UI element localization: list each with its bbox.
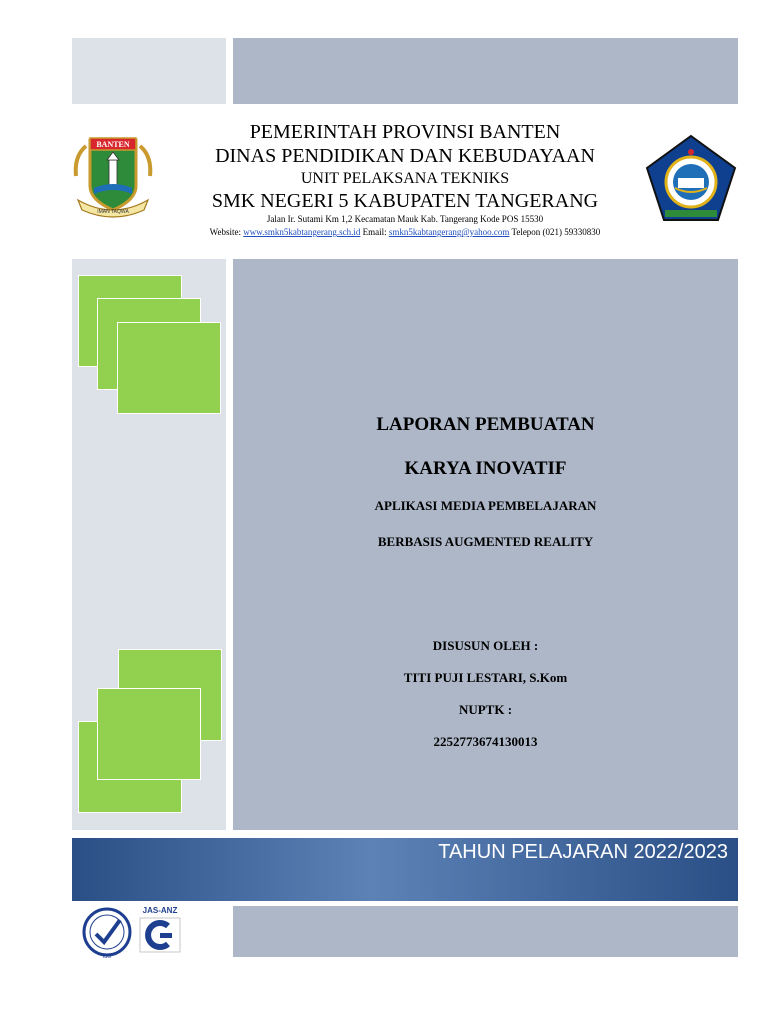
author-block: [233, 637, 738, 751]
title-block: [233, 411, 738, 551]
jas-anz-label: JAS-ANZ: [142, 906, 178, 915]
tangerang-logo: [645, 134, 737, 222]
nuptk-value: 2252773674130013: [433, 734, 538, 749]
letterhead: [160, 120, 650, 238]
bottom-right-panel: [233, 906, 738, 957]
phone: Telepon (021) 59330830: [511, 227, 601, 237]
title-line-2: KARYA INOVATIF: [404, 458, 567, 479]
banten-logo: [72, 134, 154, 220]
top-right-panel: [233, 38, 738, 104]
green-square: [97, 688, 201, 780]
green-square: [117, 322, 221, 414]
author-label: DISUSUN OLEH :: [432, 638, 539, 653]
nuptk-label: NUPTK :: [458, 702, 513, 717]
kan-certification-logo: [80, 906, 134, 960]
academic-year-band: [72, 838, 738, 901]
title-line-1: LAPORAN PEMBUATAN: [376, 414, 595, 435]
kan-label: ISO: [102, 954, 112, 960]
academic-year-text: TAHUN PELAJARAN 2022/2023: [438, 841, 728, 863]
address: Jalan Ir. Sutami Km 1,2 Kecamatan Mauk Kab. Tangerang Kode POS 15530: [266, 214, 544, 224]
banten-logo-bottom-text: IMAN TAQWA: [97, 209, 129, 215]
email-label: Email:: [362, 227, 387, 237]
email-link[interactable]: smkn5kabtangerang@yahoo.com: [388, 227, 510, 237]
subtitle-line-1: APLIKASI MEDIA PEMBELAJARAN: [374, 498, 597, 513]
banten-logo-top-text: BANTEN: [96, 140, 130, 149]
letterhead-line-2: DINAS PENDIDIKAN DAN KEBUDAYAAN: [215, 145, 595, 167]
author-name: TITI PUJI LESTARI, S.Kom: [403, 670, 568, 685]
jas-anz-logo: [138, 906, 182, 956]
letterhead-line-1: PEMERINTAH PROVINSI BANTEN: [249, 121, 561, 143]
top-left-panel: [72, 38, 226, 104]
website-label: Website:: [209, 227, 241, 237]
letterhead-line-3: UNIT PELAKSANA TEKNIKS: [300, 170, 510, 187]
website-link[interactable]: www.smkn5kabtangerang.sch.id: [243, 227, 361, 237]
school-name: SMK NEGERI 5 KABUPATEN TANGERANG: [211, 190, 599, 212]
contact-line: [160, 226, 650, 238]
subtitle-line-2: BERBASIS AUGMENTED REALITY: [377, 534, 594, 549]
